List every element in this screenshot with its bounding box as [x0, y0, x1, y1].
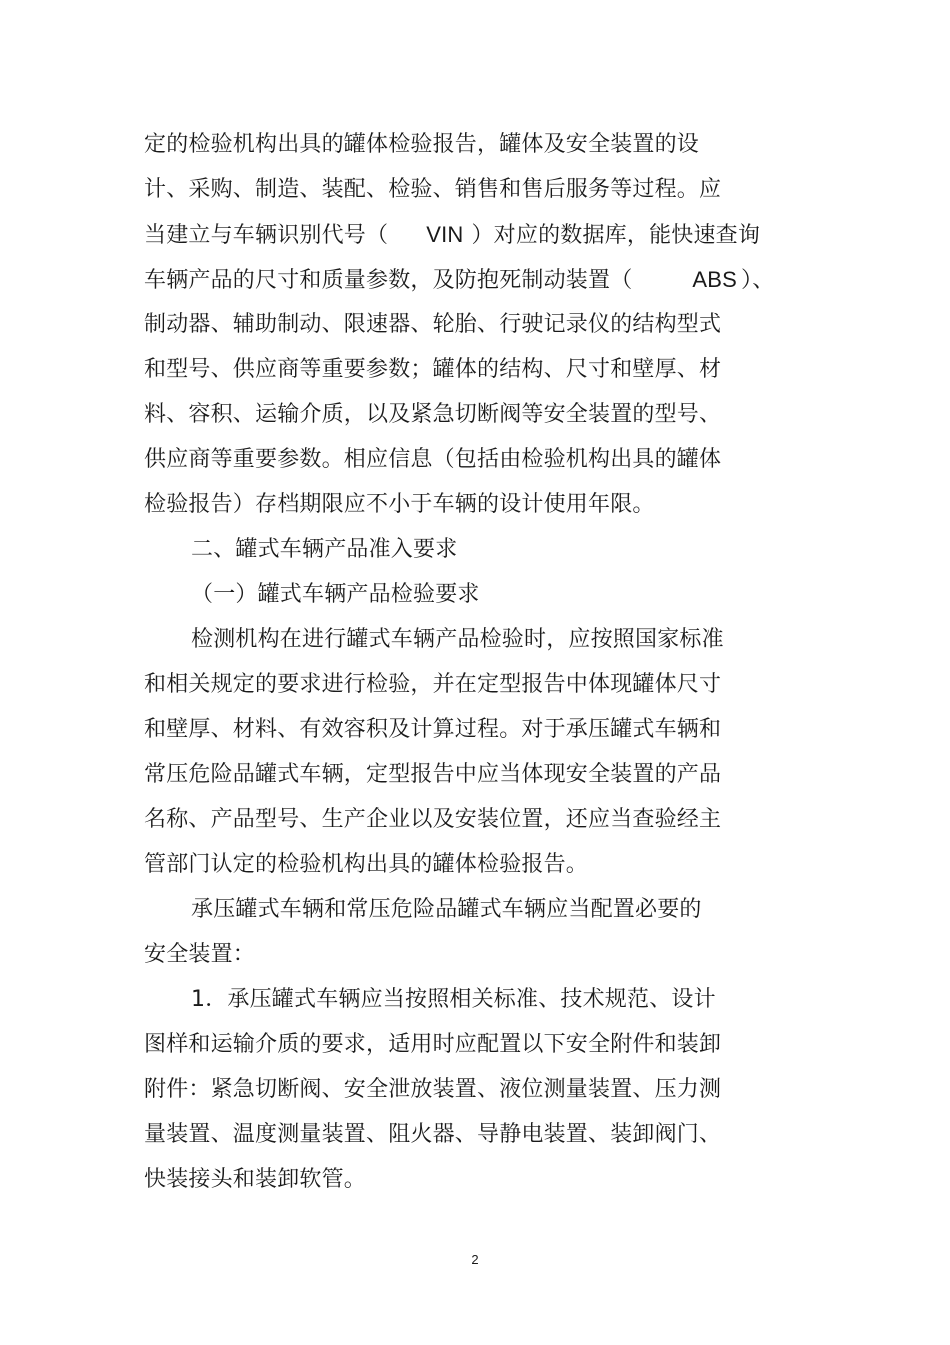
body-text-line: 供应商等重要参数。相应信息（包括由检验机构出具的罐体	[144, 447, 722, 472]
body-text-line: 图样和运输介质的要求，适用时应配置以下安全附件和装卸	[144, 1032, 722, 1057]
text-segment: 当建立与车辆识别代号（	[144, 223, 389, 248]
body-text-line	[144, 266, 774, 295]
body-text-line: 料、容积、运输介质，以及紧急切断阀等安全装置的型号、	[144, 402, 722, 427]
text-segment: 车辆产品的尺寸和质量参数，及防抱死制动装置（	[144, 268, 633, 293]
body-text-line: 和壁厚、材料、有效容积及计算过程。对于承压罐式车辆和	[144, 717, 722, 742]
body-text-line: 快装接头和装卸软管。	[144, 1167, 367, 1192]
vin-abbreviation: VIN	[426, 222, 464, 247]
body-text-line: 计、采购、制造、装配、检验、销售和售后服务等过程。应	[144, 177, 722, 202]
body-text-line: 承压罐式车辆和常压危险品罐式车辆应当配置必要的	[191, 897, 702, 922]
page-number: 2	[471, 1252, 479, 1267]
body-text-line: 安全装置：	[144, 942, 256, 967]
subsection-heading: （一）罐式车辆产品检验要求	[191, 582, 480, 607]
section-heading: 二、罐式车辆产品准入要求	[191, 537, 458, 562]
body-text-line: 管部门认定的检验机构出具的罐体检验报告。	[144, 852, 589, 877]
body-text-line: 定的检验机构出具的罐体检验报告，罐体及安全装置的设	[144, 132, 700, 157]
body-text-line: 制动器、辅助制动、限速器、轮胎、行驶记录仪的结构型式	[144, 312, 722, 337]
body-text-line: 附件：紧急切断阀、安全泄放装置、液位测量装置、压力测	[144, 1077, 722, 1102]
body-text-line: 量装置、温度测量装置、阻火器、导静电装置、装卸阀门、	[144, 1122, 722, 1147]
body-text-line: 和相关规定的要求进行检验，并在定型报告中体现罐体尺寸	[144, 672, 722, 697]
body-text-line: 名称、产品型号、生产企业以及安装位置，还应当查验经主	[144, 807, 722, 832]
body-text-line: 检验报告）存档期限应不小于车辆的设计使用年限。	[144, 492, 655, 517]
text-segment: ）、	[741, 268, 775, 293]
abs-abbreviation: ABS	[692, 267, 738, 292]
list-item-line: 1．承压罐式车辆应当按照相关标准、技术规范、设计	[191, 987, 716, 1012]
body-text-line: 检测机构在进行罐式车辆产品检验时，应按照国家标准	[191, 627, 724, 652]
body-text-line	[144, 221, 760, 250]
body-text-line: 和型号、供应商等重要参数；罐体的结构、尺寸和壁厚、材	[144, 357, 722, 382]
body-text-line: 常压危险品罐式车辆，定型报告中应当体现安全装置的产品	[144, 762, 722, 787]
text-segment: ）对应的数据库，能快速查询	[471, 223, 761, 248]
